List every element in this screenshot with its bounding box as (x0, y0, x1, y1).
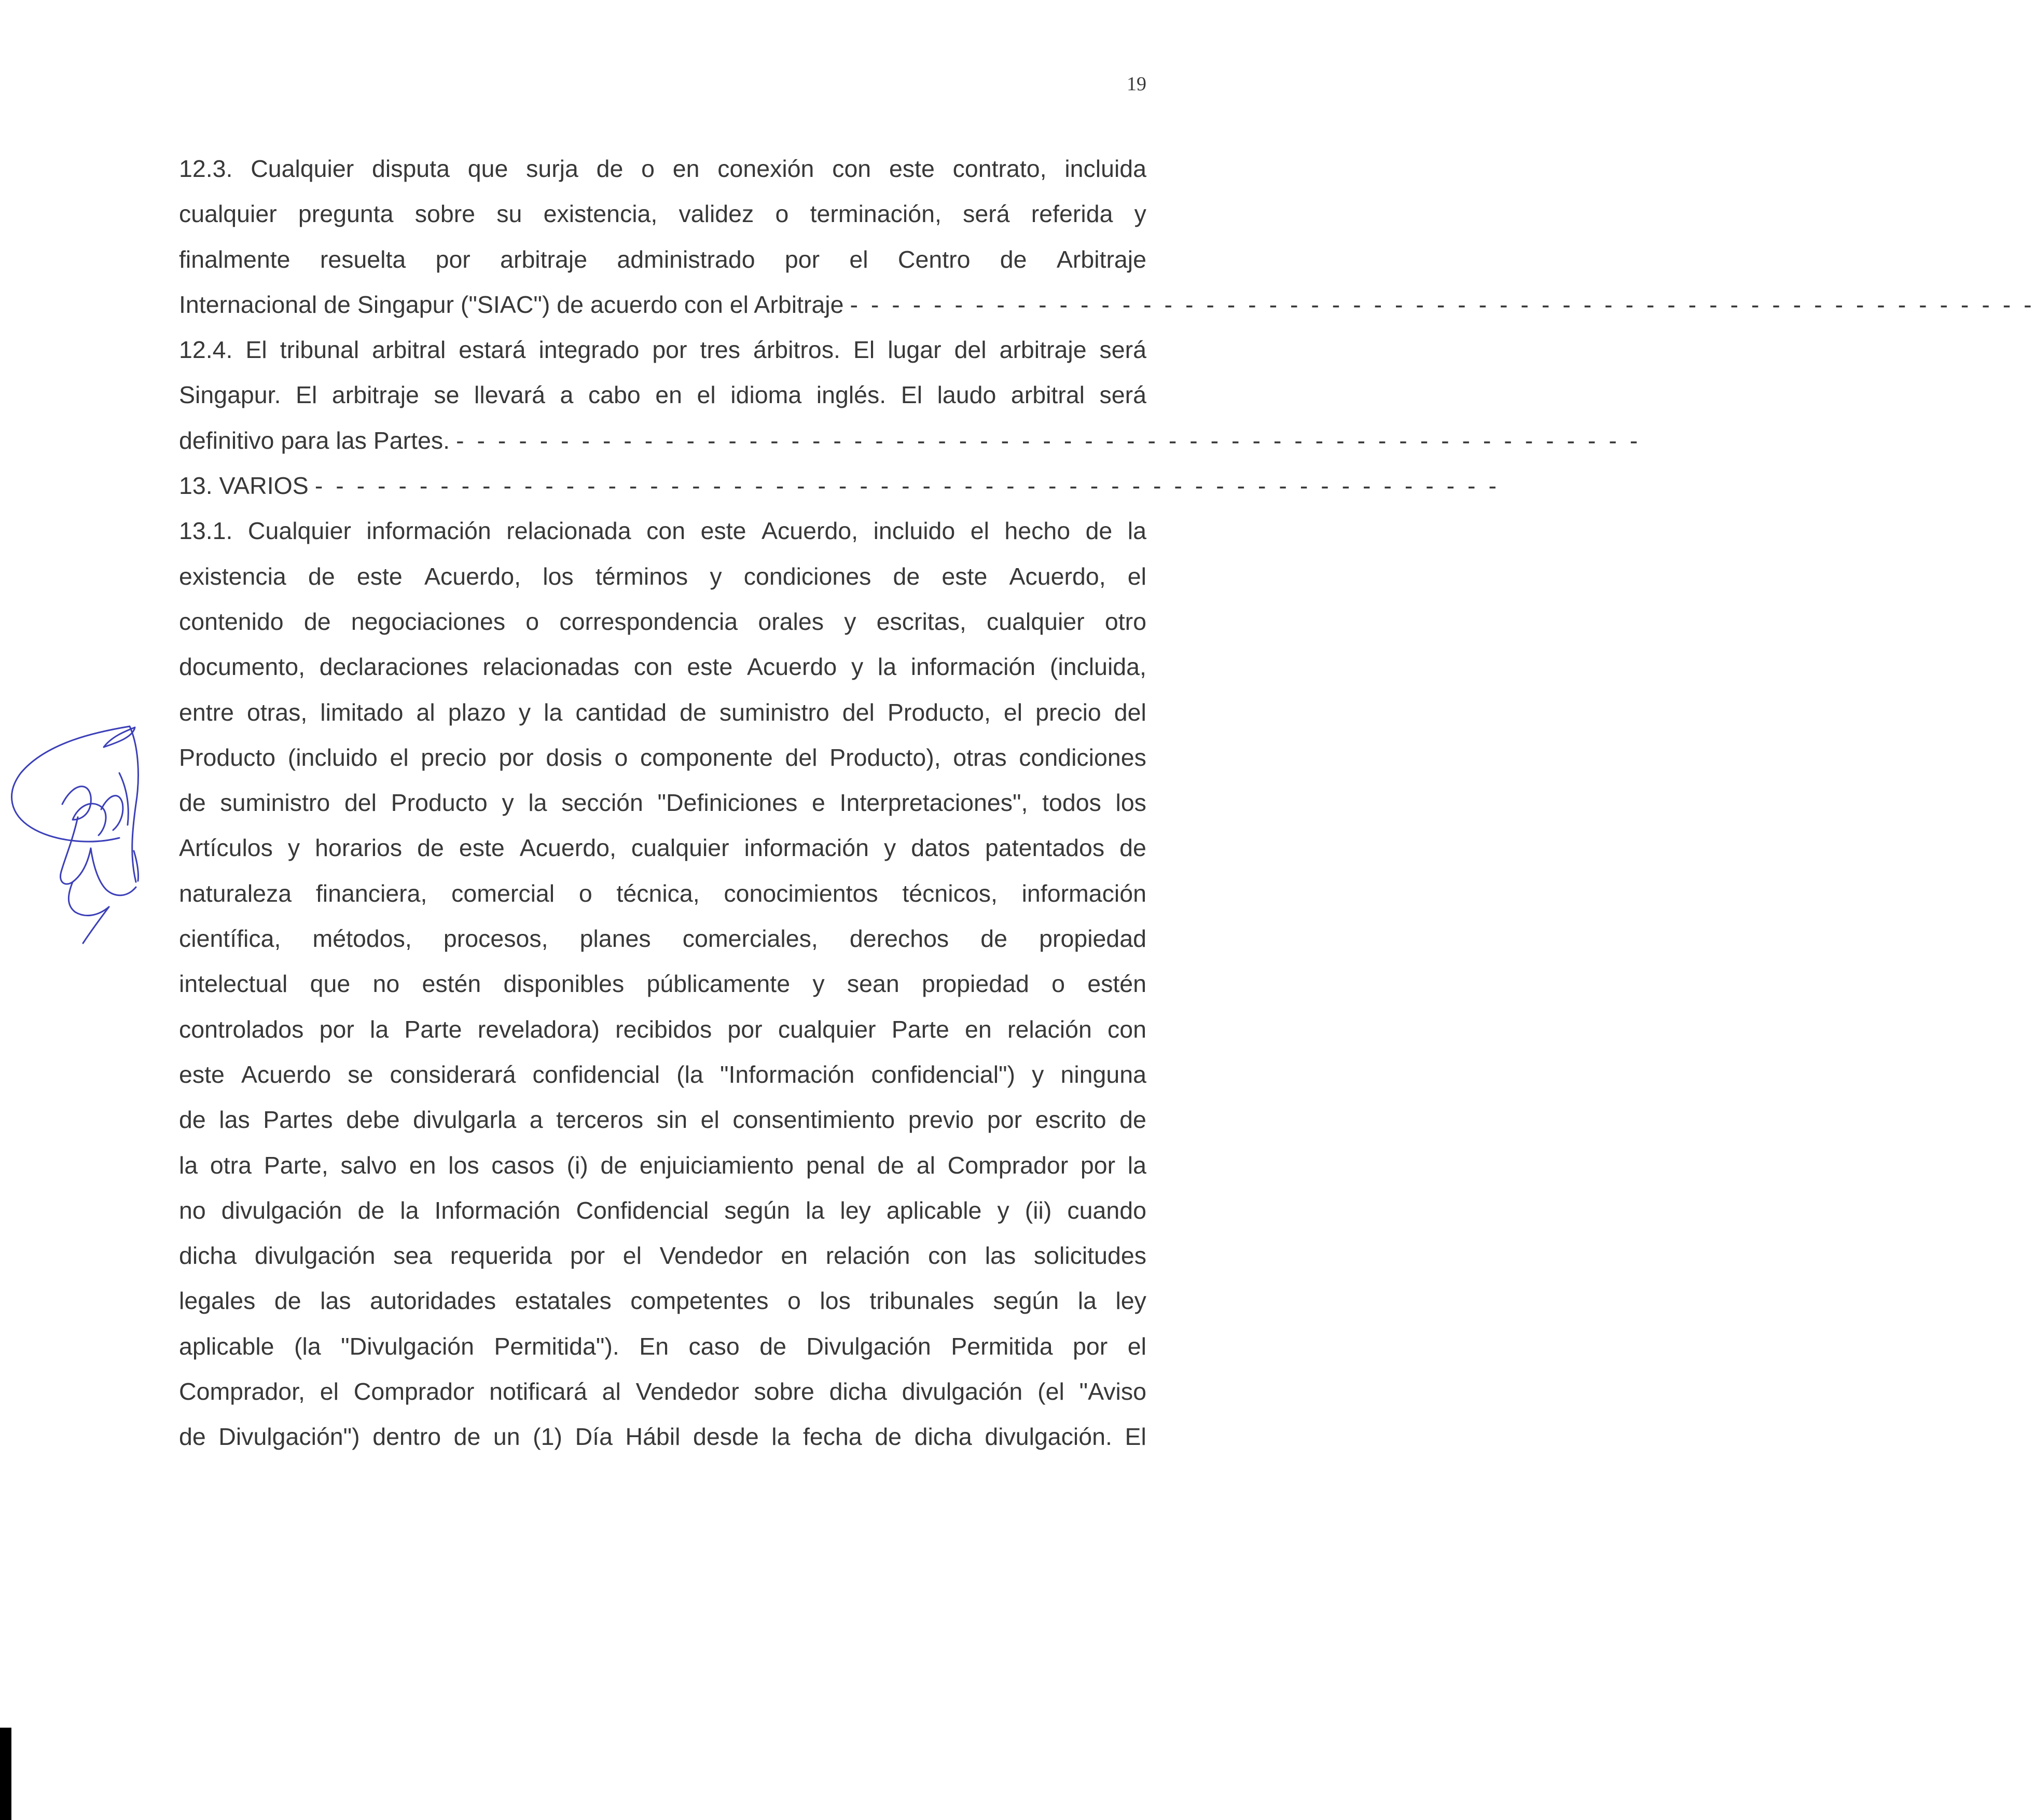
dash-padded-line (179, 463, 1500, 508)
text-line: de las Partes debe divulgarla a terceros sin el consentimiento previo por escrito de (179, 1106, 1146, 1134)
text-line: naturaleza financiera, comercial o técnica, conocimientos técnicos, información (179, 879, 1146, 907)
text-line: la otra Parte, salvo en los casos (i) de enjuiciamiento penal de al Comprador por la (179, 1151, 1146, 1179)
page-number: 19 (1127, 73, 1146, 95)
text-line: finalmente resuelta por arbitraje administrado por el Centro de Arbitraje (179, 245, 1146, 273)
text-line: Artículos y horarios de este Acuerdo, cualquier información y datos patentados de (179, 834, 1146, 862)
dash-fill: - - - - - - - - - - - - - - - - - - - - - - - - - - - - - - - - - - - - - - - - - - - - - - - - - - - - - - - - - (314, 472, 1500, 500)
dash-fill: - - - - - - - - - - - - - - - - - - - - - - - - - - - - - - - - - - - - - - - - - - - - - - - - - - - - - - - - - (456, 426, 1641, 454)
text-line: científica, métodos, procesos, planes comerciales, derechos de propiedad (179, 925, 1146, 953)
text-line: legales de las autoridades estatales competentes o los tribunales según la ley (179, 1287, 1146, 1315)
text-line: no divulgación de la Información Confidencial según la ley aplicable y (ii) cuando (179, 1196, 1146, 1224)
text-line: de Divulgación") dentro de un (1) Día Hábil desde la fecha de dicha divulgación. El (179, 1423, 1146, 1451)
text-line: 12.4. El tribunal arbitral estará integrado por tres árbitros. El lugar del arbitraje será (179, 336, 1146, 364)
text-line: entre otras, limitado al plazo y la cantidad de suministro del Producto, el precio del (179, 698, 1146, 726)
text-line: dicha divulgación sea requerida por el Vendedor en relación con las solicitudes (179, 1242, 1146, 1270)
dash-padded-line (179, 282, 2035, 327)
line-text: 13. VARIOS (179, 472, 309, 500)
text-line: controlados por la Parte reveladora) recibidos por cualquier Parte en relación con (179, 1015, 1146, 1043)
text-line: Comprador, el Comprador notificará al Vendedor sobre dicha divulgación (el "Aviso (179, 1378, 1146, 1405)
line-text: Internacional de Singapur ("SIAC") de acuerdo con el Arbitraje (179, 291, 844, 318)
dash-padded-line (179, 418, 1641, 463)
text-line: 13.1. Cualquier información relacionada con este Acuerdo, incluido el hecho de la (179, 517, 1146, 545)
contract-body (179, 146, 2035, 1460)
text-line: de suministro del Producto y la sección "Definiciones e Interpretaciones", todos los (179, 789, 1146, 817)
line-text: definitivo para las Partes. (179, 426, 450, 454)
scan-edge-bar (0, 1728, 11, 1820)
text-line: documento, declaraciones relacionadas con este Acuerdo y la información (incluida, (179, 653, 1146, 681)
text-line: Producto (incluido el precio por dosis o componente del Producto), otras condiciones (179, 743, 1146, 771)
text-line: aplicable (la "Divulgación Permitida"). En caso de Divulgación Permitida por el (179, 1332, 1146, 1360)
text-line: intelectual que no estén disponibles públicamente y sean propiedad o estén (179, 970, 1146, 998)
handwritten-signature (0, 716, 166, 944)
text-line: contenido de negociaciones o correspondencia orales y escritas, cualquier otro (179, 608, 1146, 635)
text-line: existencia de este Acuerdo, los términos y condiciones de este Acuerdo, el (179, 562, 1146, 590)
dash-fill: - - - - - - - - - - - - - - - - - - - - - - - - - - - - - - - - - - - - - - - - - - - - - - - - - - - - - - - - - (850, 291, 2035, 318)
text-line: cualquier pregunta sobre su existencia, validez o terminación, será referida y (179, 200, 1146, 228)
text-line: 12.3. Cualquier disputa que surja de o en conexión con este contrato, incluida (179, 155, 1146, 182)
text-line: este Acuerdo se considerará confidencial (la "Información confidencial") y ninguna (179, 1060, 1146, 1088)
text-line: Singapur. El arbitraje se llevará a cabo en el idioma inglés. El laudo arbitral será (179, 381, 1146, 409)
